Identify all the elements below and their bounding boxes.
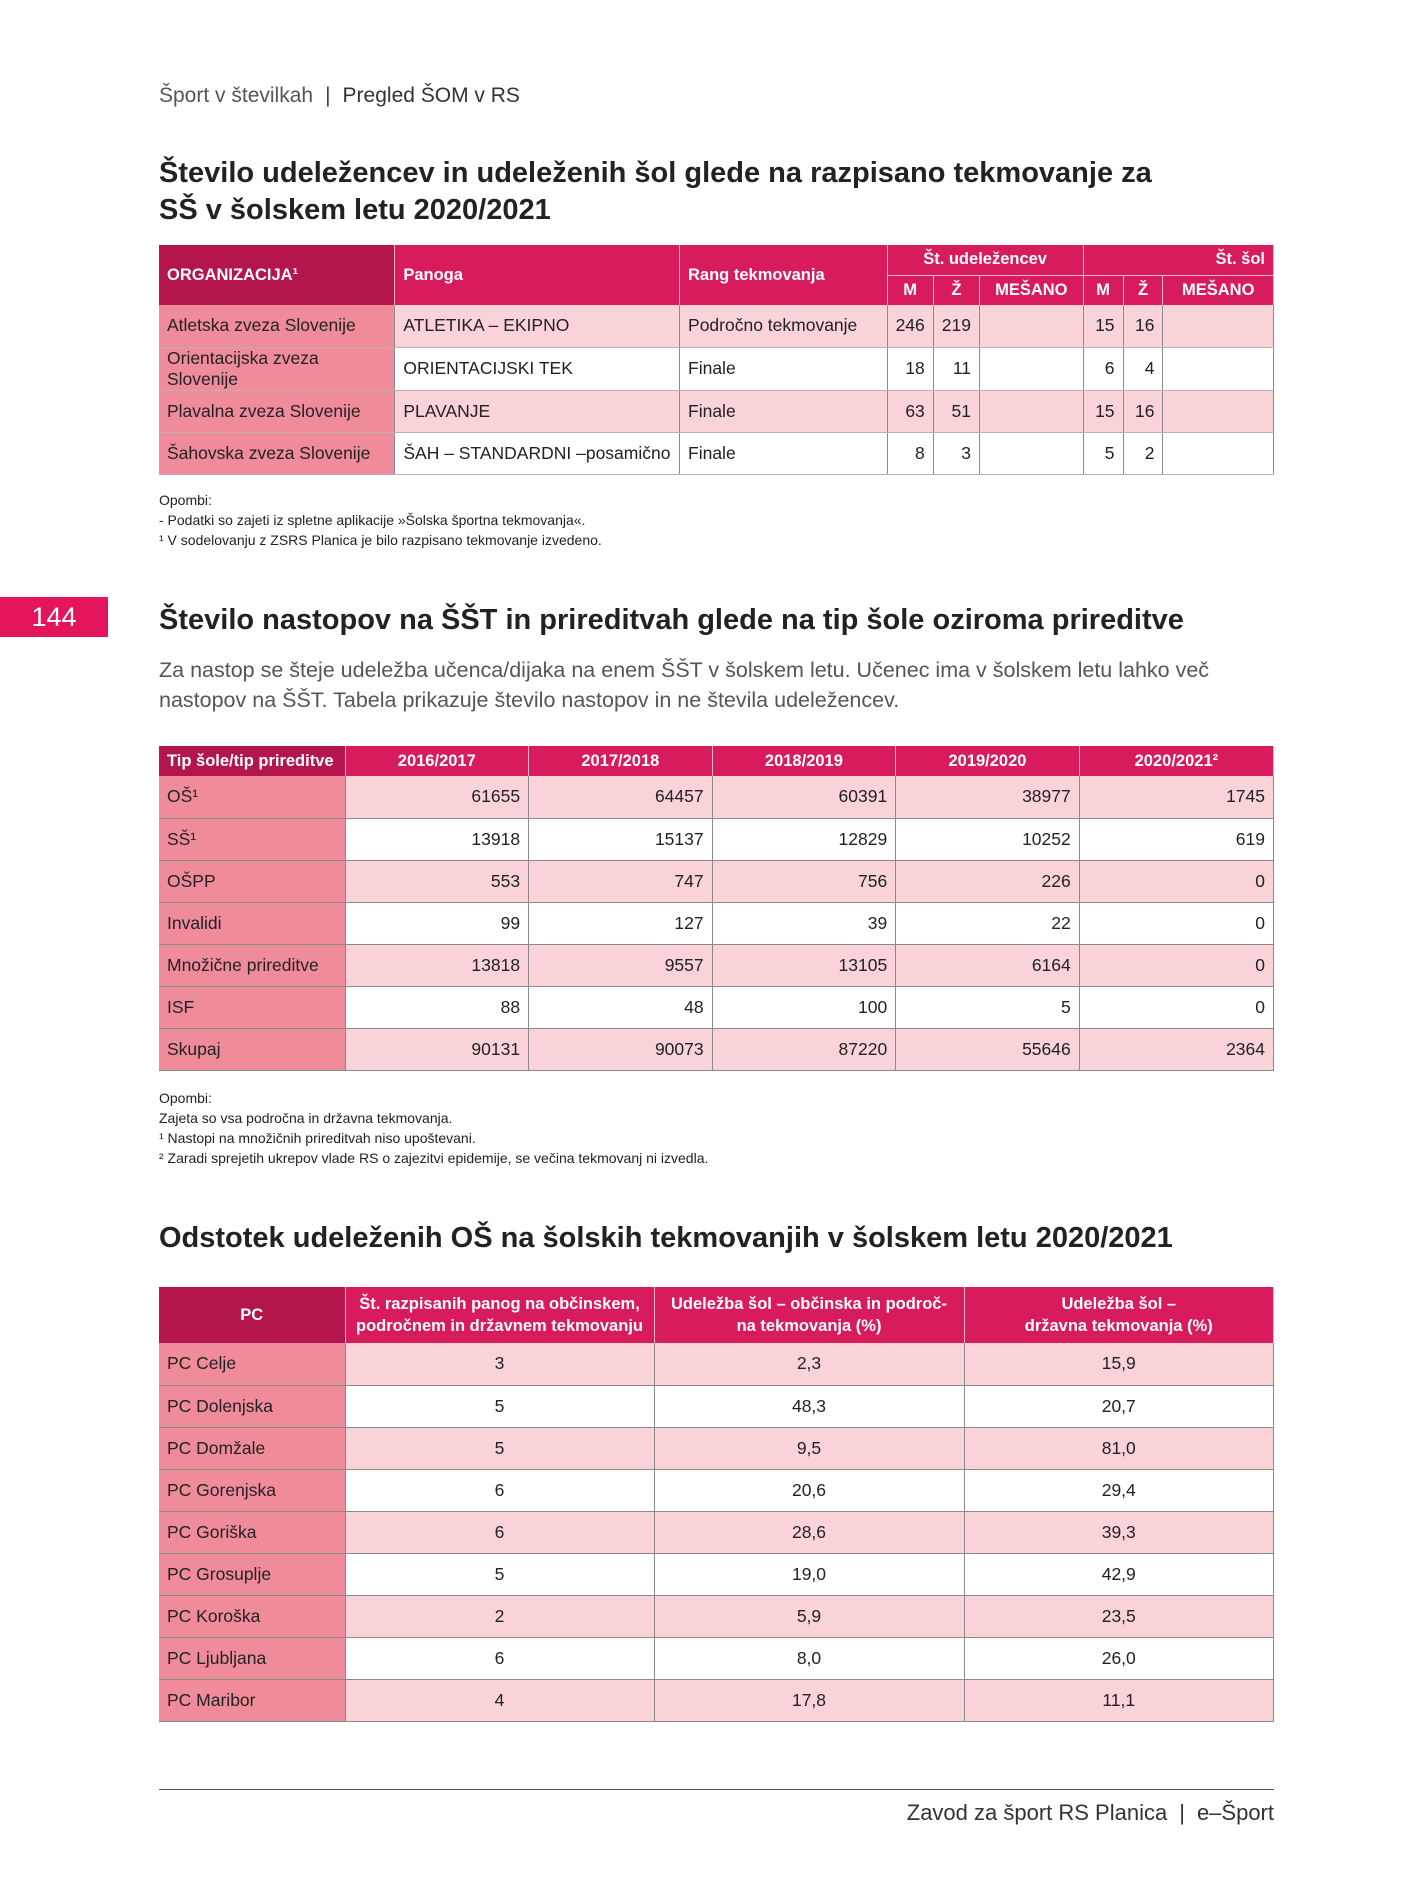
section1-notes bbox=[159, 490, 602, 550]
cell-participants-z: 219 bbox=[933, 305, 979, 347]
col-participants-group: Št. udeležencev bbox=[887, 245, 1083, 275]
table-row bbox=[159, 1637, 1274, 1679]
col-header-line: Udeležba šol – občinska in področ- bbox=[671, 1295, 947, 1313]
col-schools-z: Ž bbox=[1123, 275, 1163, 305]
cell-value: 38977 bbox=[896, 776, 1080, 818]
cell-participants-m: 63 bbox=[887, 390, 933, 432]
cell-value: 88 bbox=[345, 986, 529, 1028]
row-label: PC Goriška bbox=[159, 1511, 345, 1553]
cell-value: 26,0 bbox=[964, 1637, 1274, 1679]
col-national bbox=[964, 1287, 1274, 1343]
cell-value: 12829 bbox=[712, 818, 896, 860]
cell-value: 29,4 bbox=[964, 1469, 1274, 1511]
cell-value: 127 bbox=[529, 902, 713, 944]
col-header-line: Udeležba šol – bbox=[1061, 1295, 1177, 1313]
row-label: Invalidi bbox=[159, 902, 345, 944]
cell-value: 9,5 bbox=[654, 1427, 964, 1469]
cell-schools-z: 16 bbox=[1123, 390, 1163, 432]
cell-participants-z: 51 bbox=[933, 390, 979, 432]
row-label: Množične prireditve bbox=[159, 944, 345, 986]
cell-value: 3 bbox=[345, 1343, 654, 1385]
table-row bbox=[159, 944, 1274, 986]
cell-value: 61655 bbox=[345, 776, 529, 818]
cell-value: 64457 bbox=[529, 776, 713, 818]
table-row bbox=[159, 347, 1274, 390]
col-schools-m: M bbox=[1083, 275, 1123, 305]
col-year: 2017/2018 bbox=[529, 746, 713, 776]
cell-rank: Finale bbox=[680, 432, 888, 474]
cell-schools-mixed bbox=[1163, 390, 1274, 432]
col-type: Tip šole/tip prireditve bbox=[159, 746, 345, 776]
col-pc bbox=[159, 1287, 345, 1343]
cell-value: 619 bbox=[1079, 818, 1273, 860]
cell-value: 2,3 bbox=[654, 1343, 964, 1385]
cell-participants-mixed bbox=[979, 347, 1083, 390]
cell-value: 9557 bbox=[529, 944, 713, 986]
cell-value: 90131 bbox=[345, 1028, 529, 1070]
cell-value: 28,6 bbox=[654, 1511, 964, 1553]
cell-participants-mixed bbox=[979, 305, 1083, 347]
section2-title: Število nastopov na ŠŠT in prireditvah glede na tip šole oziroma prireditve bbox=[159, 604, 1184, 636]
table-row bbox=[159, 390, 1274, 432]
row-label: PC Dolenjska bbox=[159, 1385, 345, 1427]
cell-value: 10252 bbox=[896, 818, 1080, 860]
cell-participants-z: 11 bbox=[933, 347, 979, 390]
col-organization: ORGANIZACIJA¹ bbox=[159, 245, 395, 305]
cell-value: 1745 bbox=[1079, 776, 1273, 818]
running-header bbox=[159, 84, 520, 108]
cell-value: 90073 bbox=[529, 1028, 713, 1070]
header-separator: | bbox=[325, 84, 331, 107]
table-row bbox=[159, 1427, 1274, 1469]
col-header-line: državna tekmovanja (%) bbox=[1024, 1317, 1213, 1335]
cell-value: 81,0 bbox=[964, 1427, 1274, 1469]
table-row bbox=[159, 860, 1274, 902]
cell-value: 5 bbox=[345, 1385, 654, 1427]
table-row bbox=[159, 776, 1274, 818]
header-chapter: Pregled ŠOM v RS bbox=[342, 84, 520, 107]
cell-participants-m: 246 bbox=[887, 305, 933, 347]
col-header-line: na tekmovanja (%) bbox=[736, 1317, 882, 1335]
table-row bbox=[159, 1553, 1274, 1595]
cell-value: 20,6 bbox=[654, 1469, 964, 1511]
table-row bbox=[159, 986, 1274, 1028]
cell-discipline: ORIENTACIJSKI TEK bbox=[395, 347, 680, 390]
cell-discipline: ŠAH – STANDARDNI –posamično bbox=[395, 432, 680, 474]
cell-value: 0 bbox=[1079, 944, 1273, 986]
cell-schools-mixed bbox=[1163, 305, 1274, 347]
cell-schools-mixed bbox=[1163, 347, 1274, 390]
table-row bbox=[159, 1343, 1274, 1385]
table-row bbox=[159, 1385, 1274, 1427]
table-row bbox=[159, 432, 1274, 474]
cell-value: 5 bbox=[345, 1553, 654, 1595]
col-municipal-regional bbox=[654, 1287, 964, 1343]
cell-rank: Finale bbox=[680, 390, 888, 432]
cell-value: 20,7 bbox=[964, 1385, 1274, 1427]
table-row bbox=[159, 305, 1274, 347]
cell-value: 5 bbox=[345, 1427, 654, 1469]
cell-organization: Atletska zveza Slovenije bbox=[159, 305, 395, 347]
footer-separator: | bbox=[1179, 1800, 1185, 1825]
cell-value: 100 bbox=[712, 986, 896, 1028]
cell-participants-m: 8 bbox=[887, 432, 933, 474]
cell-value: 13918 bbox=[345, 818, 529, 860]
page-number: 144 bbox=[0, 597, 108, 637]
cell-value: 22 bbox=[896, 902, 1080, 944]
cell-schools-m: 5 bbox=[1083, 432, 1123, 474]
col-year: 2018/2019 bbox=[712, 746, 896, 776]
cell-value: 226 bbox=[896, 860, 1080, 902]
cell-value: 17,8 bbox=[654, 1679, 964, 1721]
header-section: Šport v številkah bbox=[159, 84, 314, 107]
row-label: PC Koroška bbox=[159, 1595, 345, 1637]
competition-participants-table bbox=[159, 245, 1274, 475]
row-label: SŠ¹ bbox=[159, 818, 345, 860]
cell-value: 6 bbox=[345, 1511, 654, 1553]
cell-participants-z: 3 bbox=[933, 432, 979, 474]
cell-value: 6 bbox=[345, 1469, 654, 1511]
cell-value: 23,5 bbox=[964, 1595, 1274, 1637]
cell-rank: Področno tekmovanje bbox=[680, 305, 888, 347]
cell-value: 6164 bbox=[896, 944, 1080, 986]
cell-value: 87220 bbox=[712, 1028, 896, 1070]
cell-value: 13105 bbox=[712, 944, 896, 986]
cell-value: 39 bbox=[712, 902, 896, 944]
table-row bbox=[159, 902, 1274, 944]
section1-title: Število udeležencev in udeleženih šol glede na razpisano tekmovanje za SŠ v šolskem letu 2020/2021 bbox=[159, 157, 1152, 226]
row-label: Skupaj bbox=[159, 1028, 345, 1070]
cell-schools-z: 16 bbox=[1123, 305, 1163, 347]
cell-value: 39,3 bbox=[964, 1511, 1274, 1553]
cell-value: 6 bbox=[345, 1637, 654, 1679]
cell-value: 0 bbox=[1079, 860, 1273, 902]
cell-value: 19,0 bbox=[654, 1553, 964, 1595]
col-schools-mixed: MEŠANO bbox=[1163, 275, 1274, 305]
cell-value: 2364 bbox=[1079, 1028, 1273, 1070]
appearances-table bbox=[159, 746, 1274, 1071]
col-year: 2016/2017 bbox=[345, 746, 529, 776]
table-row bbox=[159, 1679, 1274, 1721]
footer-publication: e–Šport bbox=[1196, 1800, 1274, 1825]
cell-organization: Plavalna zveza Slovenije bbox=[159, 390, 395, 432]
cell-value: 15,9 bbox=[964, 1343, 1274, 1385]
col-participants-mixed: MEŠANO bbox=[979, 275, 1083, 305]
section2-lead: Za nastop se šteje udeležba učenca/dijaka na enem ŠŠT v šolskem letu. Učenec ima v šolskem letu lahko več nastopov na ŠŠT. Tabela prikazuje število nastopov in ne števila udeležencev. bbox=[159, 658, 1210, 712]
cell-value: 42,9 bbox=[964, 1553, 1274, 1595]
note-line: - Podatki so zajeti iz spletne aplikacije »Šolska športna tekmovanja«. bbox=[159, 512, 586, 528]
cell-schools-z: 2 bbox=[1123, 432, 1163, 474]
cell-value: 55646 bbox=[896, 1028, 1080, 1070]
row-label: PC Ljubljana bbox=[159, 1637, 345, 1679]
notes-heading: Opombi: bbox=[159, 492, 212, 508]
col-year: 2019/2020 bbox=[896, 746, 1080, 776]
footer-publisher: Zavod za šport RS Planica bbox=[906, 1800, 1168, 1825]
row-label: PC Domžale bbox=[159, 1427, 345, 1469]
cell-value: 48 bbox=[529, 986, 713, 1028]
row-label: PC Grosuplje bbox=[159, 1553, 345, 1595]
cell-value: 99 bbox=[345, 902, 529, 944]
cell-schools-m: 15 bbox=[1083, 305, 1123, 347]
col-participants-z: Ž bbox=[933, 275, 979, 305]
cell-value: 8,0 bbox=[654, 1637, 964, 1679]
note-line: ² Zaradi sprejetih ukrepov vlade RS o zajezitvi epidemije, se večina tekmovanj ni izvedla. bbox=[159, 1150, 709, 1166]
cell-organization: Šahovska zveza Slovenije bbox=[159, 432, 395, 474]
cell-value: 60391 bbox=[712, 776, 896, 818]
note-line: Zajeta so vsa področna in državna tekmovanja. bbox=[159, 1110, 453, 1126]
cell-value: 11,1 bbox=[964, 1679, 1274, 1721]
col-header-line: področnem in državnem tekmovanju bbox=[356, 1317, 643, 1335]
cell-value: 4 bbox=[345, 1679, 654, 1721]
cell-participants-mixed bbox=[979, 390, 1083, 432]
cell-value: 0 bbox=[1079, 986, 1273, 1028]
col-year: 2020/2021² bbox=[1079, 746, 1273, 776]
col-rank: Rang tekmovanja bbox=[680, 245, 888, 305]
page-footer bbox=[907, 1800, 1274, 1826]
table-row-total bbox=[159, 1028, 1274, 1070]
row-label: ISF bbox=[159, 986, 345, 1028]
table-row bbox=[159, 1595, 1274, 1637]
cell-discipline: ATLETIKA – EKIPNO bbox=[395, 305, 680, 347]
notes-heading: Opombi: bbox=[159, 1090, 212, 1106]
cell-discipline: PLAVANJE bbox=[395, 390, 680, 432]
row-label: PC Gorenjska bbox=[159, 1469, 345, 1511]
table-row bbox=[159, 818, 1274, 860]
cell-value: 48,3 bbox=[654, 1385, 964, 1427]
row-label: PC Maribor bbox=[159, 1679, 345, 1721]
col-disciplines bbox=[345, 1287, 654, 1343]
cell-value: 5,9 bbox=[654, 1595, 964, 1637]
cell-participants-mixed bbox=[979, 432, 1083, 474]
cell-value: 0 bbox=[1079, 902, 1273, 944]
col-discipline: Panoga bbox=[395, 245, 680, 305]
row-label: PC Celje bbox=[159, 1343, 345, 1385]
table-row bbox=[159, 1511, 1274, 1553]
row-label: OŠPP bbox=[159, 860, 345, 902]
section2-notes bbox=[159, 1088, 708, 1168]
col-participants-m: M bbox=[887, 275, 933, 305]
footer-divider bbox=[159, 1789, 1274, 1790]
cell-participants-m: 18 bbox=[887, 347, 933, 390]
cell-schools-m: 6 bbox=[1083, 347, 1123, 390]
cell-value: 553 bbox=[345, 860, 529, 902]
cell-value: 756 bbox=[712, 860, 896, 902]
cell-schools-mixed bbox=[1163, 432, 1274, 474]
cell-organization: Orientacijska zveza Slovenije bbox=[159, 347, 395, 390]
section3-title: Odstotek udeleženih OŠ na šolskih tekmovanjih v šolskem letu 2020/2021 bbox=[159, 1222, 1173, 1254]
cell-value: 15137 bbox=[529, 818, 713, 860]
cell-schools-m: 15 bbox=[1083, 390, 1123, 432]
cell-schools-z: 4 bbox=[1123, 347, 1163, 390]
school-participation-table bbox=[159, 1287, 1274, 1722]
cell-value: 5 bbox=[896, 986, 1080, 1028]
col-schools-group: Št. šol bbox=[1083, 245, 1273, 275]
col-header-line: PC bbox=[240, 1306, 264, 1324]
note-line: ¹ V sodelovanju z ZSRS Planica je bilo razpisano tekmovanje izvedeno. bbox=[159, 532, 602, 548]
cell-value: 13818 bbox=[345, 944, 529, 986]
row-label: OŠ¹ bbox=[159, 776, 345, 818]
note-line: ¹ Nastopi na množičnih prireditvah niso upoštevani. bbox=[159, 1130, 476, 1146]
col-header-line: Št. razpisanih panog na občinskem, bbox=[359, 1295, 640, 1313]
cell-value: 747 bbox=[529, 860, 713, 902]
cell-rank: Finale bbox=[680, 347, 888, 390]
table-row bbox=[159, 1469, 1274, 1511]
cell-value: 2 bbox=[345, 1595, 654, 1637]
